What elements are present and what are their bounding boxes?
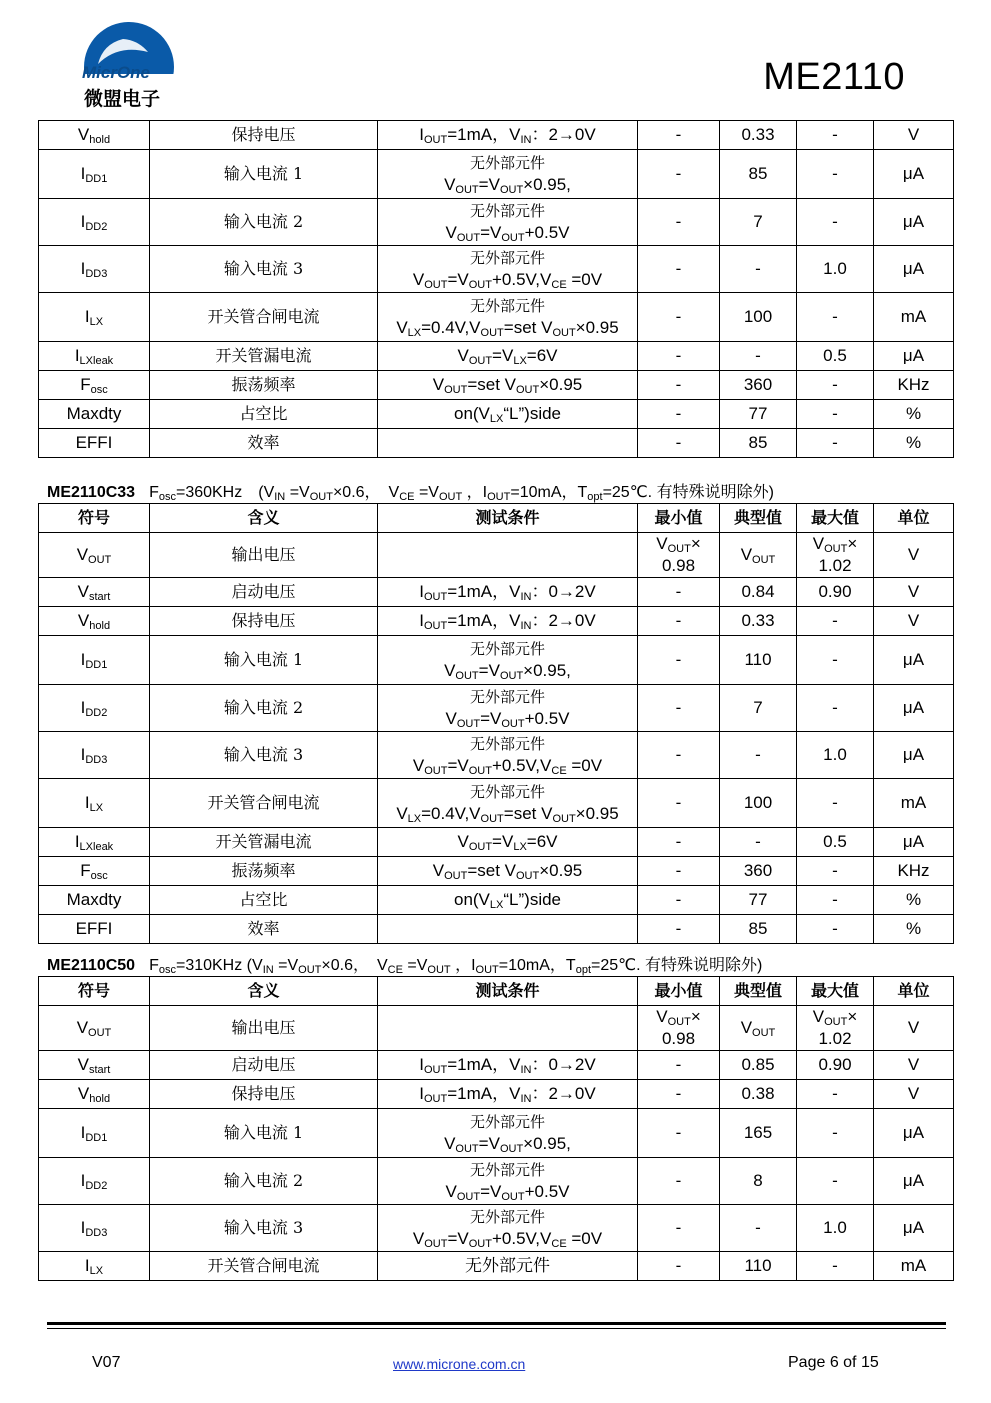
table-row (39, 121, 954, 150)
condition-cell: $I_{OUT}=1mA$，$V_{IN}$：2→0V (378, 1080, 638, 1109)
max-cell: 0.90 (797, 578, 874, 607)
typ-cell: 77 (720, 886, 797, 915)
max-cell: - (797, 199, 874, 246)
min-cell: - (638, 607, 720, 636)
unit-cell: KHz (874, 857, 954, 886)
unit-cell: μA (874, 342, 954, 371)
section-caption-c33 (47, 479, 774, 502)
condition-cell: $I_{OUT}=1mA$，$V_{IN}$：2→0V (378, 121, 638, 150)
typ-cell: 165 (720, 1109, 797, 1158)
table-row (39, 915, 954, 944)
max-cell: - (797, 636, 874, 685)
meaning-cell: 效率 (150, 915, 378, 944)
symbol-cell: $V_{start}$ (39, 1051, 150, 1080)
condition-cell: $V_{OUT}=set$ $V_{OUT}\times 0.95$ (378, 371, 638, 400)
condition-cell: 无外部元件 $V_{OUT}=V_{OUT}\times 0.95$, (378, 150, 638, 199)
table-row (39, 1006, 954, 1051)
meaning-cell: 开关管漏电流 (150, 828, 378, 857)
table-row (39, 342, 954, 371)
table-row (39, 886, 954, 915)
min-cell: $V_{OUT}\times$ 0.98 (638, 1006, 720, 1051)
symbol-cell: $V_{hold}$ (39, 607, 150, 636)
condition-cell: 无外部元件 (378, 1252, 638, 1281)
min-cell: - (638, 915, 720, 944)
meaning-cell: 输入电流 2 (150, 199, 378, 246)
column-header: 最小值 (638, 977, 720, 1006)
max-cell: 1.0 (797, 1205, 874, 1252)
unit-cell: V (874, 1006, 954, 1051)
table-row (39, 400, 954, 429)
symbol-cell: $I_{DD1}$ (39, 1109, 150, 1158)
symbol-cell: $I_{DD2}$ (39, 1158, 150, 1205)
min-cell: - (638, 857, 720, 886)
condition-cell: 无外部元件 $V_{OUT}=V_{OUT}+0.5V,V_{CE} =0V$ (378, 246, 638, 293)
condition-cell: 无外部元件 $V_{OUT}=V_{OUT}+0.5V$ (378, 199, 638, 246)
meaning-cell: 占空比 (150, 400, 378, 429)
symbol-cell: $V_{start}$ (39, 578, 150, 607)
unit-cell: % (874, 915, 954, 944)
typ-cell: - (720, 246, 797, 293)
max-cell: $V_{OUT}\times$ 1.02 (797, 533, 874, 578)
table-row (39, 732, 954, 779)
table-row (39, 578, 954, 607)
column-header: 测试条件 (378, 504, 638, 533)
symbol-cell: $I_{DD2}$ (39, 199, 150, 246)
table-row (39, 199, 954, 246)
unit-cell: % (874, 886, 954, 915)
table-row (39, 246, 954, 293)
min-cell: - (638, 779, 720, 828)
typ-cell: 0.33 (720, 607, 797, 636)
min-cell: - (638, 1080, 720, 1109)
table-row (39, 1252, 954, 1281)
max-cell: - (797, 293, 874, 342)
condition-cell: 无外部元件 $V_{OUT}=V_{OUT}+0.5V,V_{CE} =0V$ (378, 1205, 638, 1252)
unit-cell: μA (874, 1109, 954, 1158)
typ-cell: - (720, 342, 797, 371)
unit-cell: μA (874, 828, 954, 857)
table-row (39, 150, 954, 199)
typ-cell: 7 (720, 199, 797, 246)
table-row (39, 1205, 954, 1252)
table-header-row (39, 977, 954, 1006)
footer-page-number: Page 6 of 15 (788, 1354, 879, 1371)
symbol-cell: $F_{osc}$ (39, 857, 150, 886)
max-cell: 1.0 (797, 732, 874, 779)
max-cell: 0.90 (797, 1051, 874, 1080)
column-header: 测试条件 (378, 977, 638, 1006)
unit-cell: V (874, 578, 954, 607)
meaning-cell: 启动电压 (150, 1051, 378, 1080)
condition-cell: 无外部元件 $V_{LX}=0.4V,V_{OUT}=set$ $V_{OUT}\times 0.95$ (378, 779, 638, 828)
table-header-row (39, 504, 954, 533)
meaning-cell: 输入电流 3 (150, 732, 378, 779)
symbol-cell: $V_{hold}$ (39, 121, 150, 150)
max-cell: - (797, 429, 874, 458)
meaning-cell: 输入电流 2 (150, 1158, 378, 1205)
table-row (39, 607, 954, 636)
unit-cell: % (874, 429, 954, 458)
meaning-cell: 输入电流 1 (150, 636, 378, 685)
unit-cell: μA (874, 1158, 954, 1205)
min-cell: - (638, 1109, 720, 1158)
min-cell: - (638, 685, 720, 732)
unit-cell: μA (874, 636, 954, 685)
min-cell: - (638, 578, 720, 607)
max-cell: - (797, 1109, 874, 1158)
column-header: 典型值 (720, 504, 797, 533)
typ-cell: 110 (720, 1252, 797, 1281)
footer-rule-thick (47, 1322, 946, 1325)
unit-cell: % (874, 400, 954, 429)
condition-cell: $on(V_{LX}“L”)side$ (378, 886, 638, 915)
min-cell: - (638, 1252, 720, 1281)
unit-cell: mA (874, 779, 954, 828)
symbol-cell: $I_{LX}$ (39, 1252, 150, 1281)
min-cell: - (638, 636, 720, 685)
logo-cn-text: 微盟电子 (84, 88, 161, 110)
max-cell: - (797, 857, 874, 886)
table-row (39, 779, 954, 828)
unit-cell: V (874, 607, 954, 636)
symbol-cell: $I_{DD2}$ (39, 685, 150, 732)
unit-cell: μA (874, 1205, 954, 1252)
min-cell: - (638, 371, 720, 400)
max-cell: - (797, 1080, 874, 1109)
unit-cell: μA (874, 732, 954, 779)
typ-cell: 0.84 (720, 578, 797, 607)
typ-cell: 100 (720, 779, 797, 828)
symbol-cell: $I_{DD1}$ (39, 636, 150, 685)
max-cell: - (797, 371, 874, 400)
min-cell: - (638, 246, 720, 293)
unit-cell: μA (874, 199, 954, 246)
table-row (39, 1109, 954, 1158)
unit-cell: mA (874, 293, 954, 342)
max-cell: - (797, 779, 874, 828)
condition-cell: $V_{OUT}=V_{LX}=6V$ (378, 828, 638, 857)
min-cell: - (638, 828, 720, 857)
column-header: 最大值 (797, 504, 874, 533)
condition-cell: 无外部元件 $V_{OUT}=V_{OUT}+0.5V,V_{CE} =0V$ (378, 732, 638, 779)
meaning-cell: 输入电流 1 (150, 150, 378, 199)
logo-graphic (78, 22, 188, 112)
microne-logo (78, 22, 188, 112)
max-cell: - (797, 121, 874, 150)
section-conditions: $F_{osc}=360KHz$ ($V_{IN} =V_{OUT}\times 0.6$， $V_{CE} =V_{OUT}$ ，$I_{OUT}=10mA$，$T_{opt}=25℃$. 有特殊说明除外) (149, 484, 774, 503)
meaning-cell: 保持电压 (150, 1080, 378, 1109)
unit-cell: V (874, 1080, 954, 1109)
condition-cell: $I_{OUT}=1mA$，$V_{IN}$：2→0V (378, 607, 638, 636)
typ-cell: - (720, 732, 797, 779)
symbol-cell: Maxdty (39, 886, 150, 915)
min-cell: - (638, 121, 720, 150)
meaning-cell: 振荡频率 (150, 371, 378, 400)
symbol-cell: $I_{LX}$ (39, 293, 150, 342)
condition-cell: $V_{OUT}=V_{LX}=6V$ (378, 342, 638, 371)
min-cell: - (638, 429, 720, 458)
table-row (39, 371, 954, 400)
symbol-cell: $I_{DD3}$ (39, 246, 150, 293)
unit-cell: V (874, 533, 954, 578)
symbol-cell: Maxdty (39, 400, 150, 429)
typ-cell: 100 (720, 293, 797, 342)
meaning-cell: 输出电压 (150, 1006, 378, 1051)
condition-cell (378, 1006, 638, 1051)
max-cell: 0.5 (797, 828, 874, 857)
min-cell: - (638, 199, 720, 246)
spec-table-c50 (38, 976, 954, 1281)
min-cell: - (638, 732, 720, 779)
symbol-cell: EFFI (39, 915, 150, 944)
symbol-cell: $I_{DD3}$ (39, 1205, 150, 1252)
max-cell: - (797, 400, 874, 429)
unit-cell: μA (874, 685, 954, 732)
spec-table-continued (38, 120, 954, 458)
table-row (39, 1051, 954, 1080)
section-label: ME2110C33 (47, 484, 136, 501)
typ-cell: 77 (720, 400, 797, 429)
meaning-cell: 保持电压 (150, 121, 378, 150)
max-cell: - (797, 685, 874, 732)
typ-cell: - (720, 828, 797, 857)
max-cell: 1.0 (797, 246, 874, 293)
typ-cell: 0.85 (720, 1051, 797, 1080)
table-row (39, 533, 954, 578)
min-cell: $V_{OUT}\times$ 0.98 (638, 533, 720, 578)
table-row (39, 636, 954, 685)
condition-cell: $on(V_{LX}“L”)side$ (378, 400, 638, 429)
table-row (39, 857, 954, 886)
table-row (39, 429, 954, 458)
symbol-cell: EFFI (39, 429, 150, 458)
symbol-cell: $V_{OUT}$ (39, 533, 150, 578)
typ-cell: 85 (720, 915, 797, 944)
symbol-cell: $I_{DD3}$ (39, 732, 150, 779)
max-cell: - (797, 150, 874, 199)
symbol-cell: $I_{DD1}$ (39, 150, 150, 199)
typ-cell: - (720, 1205, 797, 1252)
meaning-cell: 效率 (150, 429, 378, 458)
table-row (39, 1158, 954, 1205)
column-header: 符号 (39, 977, 150, 1006)
meaning-cell: 开关管漏电流 (150, 342, 378, 371)
meaning-cell: 输入电流 3 (150, 1205, 378, 1252)
section-conditions: $F_{osc}=310KHz$ ($V_{IN} =V_{OUT}\times 0.6$， $V_{CE} =V_{OUT}$ ，$I_{OUT}=10mA$，$T_{opt}=25℃$. 有特殊说明除外) (149, 957, 763, 976)
column-header: 最小值 (638, 504, 720, 533)
meaning-cell: 振荡频率 (150, 857, 378, 886)
unit-cell: V (874, 121, 954, 150)
section-label: ME2110C50 (47, 957, 136, 974)
condition-cell: 无外部元件 $V_{LX}=0.4V,V_{OUT}=set$ $V_{OUT}\times 0.95$ (378, 293, 638, 342)
condition-cell (378, 915, 638, 944)
min-cell: - (638, 886, 720, 915)
min-cell: - (638, 400, 720, 429)
meaning-cell: 输出电压 (150, 533, 378, 578)
condition-cell: 无外部元件 $V_{OUT}=V_{OUT}+0.5V$ (378, 1158, 638, 1205)
max-cell: - (797, 886, 874, 915)
condition-cell: $I_{OUT}=1mA$，$V_{IN}$：0→2V (378, 1051, 638, 1080)
symbol-cell: $F_{osc}$ (39, 371, 150, 400)
symbol-cell: $I_{LXleak}$ (39, 342, 150, 371)
max-cell: - (797, 1252, 874, 1281)
logo-text: MicrOne (82, 63, 151, 82)
column-header: 典型值 (720, 977, 797, 1006)
column-header: 单位 (874, 977, 954, 1006)
document-title: ME2110 (763, 56, 905, 98)
table-row (39, 293, 954, 342)
typ-cell: 0.33 (720, 121, 797, 150)
max-cell: - (797, 607, 874, 636)
section-caption-c50 (47, 952, 762, 975)
condition-cell: 无外部元件 $V_{OUT}=V_{OUT}\times 0.95$, (378, 1109, 638, 1158)
unit-cell: KHz (874, 371, 954, 400)
meaning-cell: 开关管合闸电流 (150, 1252, 378, 1281)
column-header: 含义 (150, 977, 378, 1006)
footer-rule-thin (47, 1328, 946, 1329)
meaning-cell: 输入电流 3 (150, 246, 378, 293)
min-cell: - (638, 150, 720, 199)
meaning-cell: 启动电压 (150, 578, 378, 607)
typ-cell: 85 (720, 429, 797, 458)
column-header: 符号 (39, 504, 150, 533)
symbol-cell: $V_{OUT}$ (39, 1006, 150, 1051)
min-cell: - (638, 342, 720, 371)
condition-cell: $V_{OUT}=set$ $V_{OUT}\times 0.95$ (378, 857, 638, 886)
meaning-cell: 输入电流 2 (150, 685, 378, 732)
min-cell: - (638, 1205, 720, 1252)
typ-cell: $V_{OUT}$ (720, 1006, 797, 1051)
spec-table-c33 (38, 503, 954, 944)
min-cell: - (638, 1051, 720, 1080)
column-header: 最大值 (797, 977, 874, 1006)
meaning-cell: 保持电压 (150, 607, 378, 636)
condition-cell (378, 429, 638, 458)
unit-cell: μA (874, 246, 954, 293)
typ-cell: 110 (720, 636, 797, 685)
symbol-cell: $I_{LXleak}$ (39, 828, 150, 857)
symbol-cell: $V_{hold}$ (39, 1080, 150, 1109)
meaning-cell: 开关管合闸电流 (150, 779, 378, 828)
column-header: 含义 (150, 504, 378, 533)
meaning-cell: 占空比 (150, 886, 378, 915)
condition-cell: 无外部元件 $V_{OUT}=V_{OUT}+0.5V$ (378, 685, 638, 732)
max-cell: $V_{OUT}\times$ 1.02 (797, 1006, 874, 1051)
condition-cell (378, 533, 638, 578)
table-row (39, 685, 954, 732)
max-cell: 0.5 (797, 342, 874, 371)
typ-cell: 8 (720, 1158, 797, 1205)
unit-cell: μA (874, 150, 954, 199)
typ-cell: $V_{OUT}$ (720, 533, 797, 578)
table-row (39, 828, 954, 857)
typ-cell: 360 (720, 371, 797, 400)
condition-cell: 无外部元件 $V_{OUT}=V_{OUT}\times 0.95$, (378, 636, 638, 685)
max-cell: - (797, 1158, 874, 1205)
typ-cell: 7 (720, 685, 797, 732)
typ-cell: 85 (720, 150, 797, 199)
footer-version: V07 (92, 1354, 121, 1371)
column-header: 单位 (874, 504, 954, 533)
unit-cell: mA (874, 1252, 954, 1281)
meaning-cell: 开关管合闸电流 (150, 293, 378, 342)
unit-cell: V (874, 1051, 954, 1080)
footer-website-link[interactable]: www.microne.com.cn (393, 1356, 526, 1372)
meaning-cell: 输入电流 1 (150, 1109, 378, 1158)
typ-cell: 0.38 (720, 1080, 797, 1109)
min-cell: - (638, 293, 720, 342)
typ-cell: 360 (720, 857, 797, 886)
min-cell: - (638, 1158, 720, 1205)
max-cell: - (797, 915, 874, 944)
table-row (39, 1080, 954, 1109)
symbol-cell: $I_{LX}$ (39, 779, 150, 828)
condition-cell: $I_{OUT}=1mA$，$V_{IN}$：0→2V (378, 578, 638, 607)
